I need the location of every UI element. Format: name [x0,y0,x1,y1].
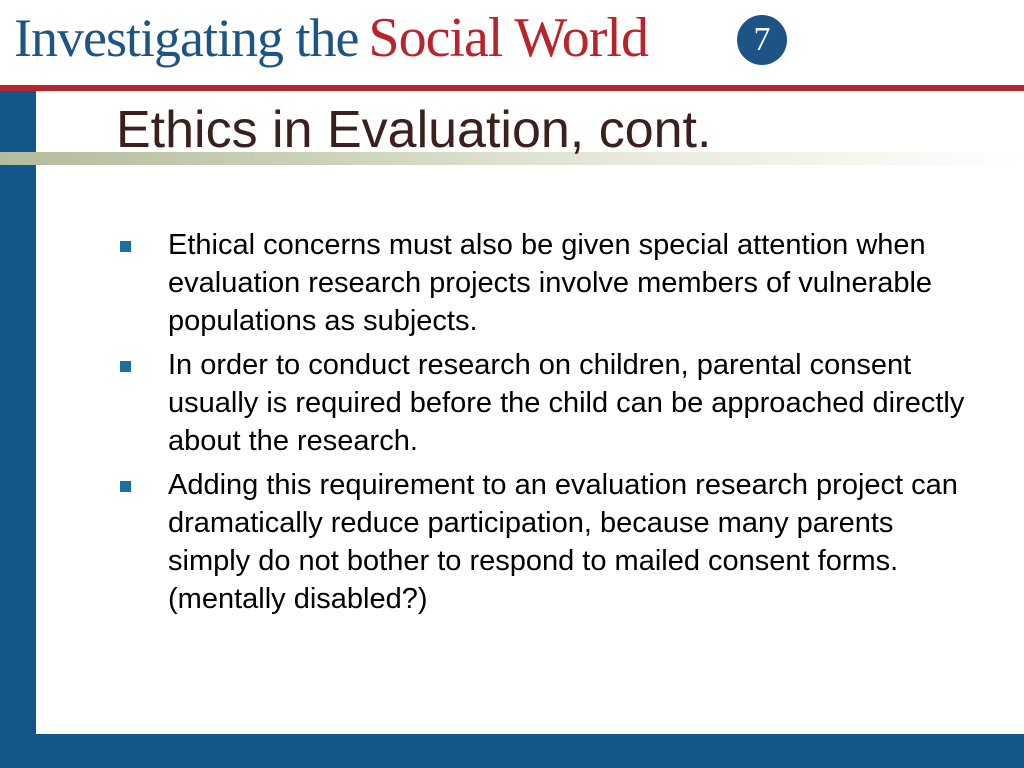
bullet-item [116,226,966,340]
bullet-text: Ethical concerns must also be given special attention when evaluation research projects involve members of vulnerable populations as subjects. [168,229,933,337]
bullet-text: In order to conduct research on children, parental consent usually is required before the child can be approached directly about the research. [168,349,965,457]
square-bullet-icon [120,481,131,492]
header-divider [0,85,1024,91]
slide-title: Ethics in Evaluation, cont. [116,101,712,159]
brand-text-primary: Investigating the [14,8,359,68]
bullet-item [116,346,966,460]
bullet-list [116,226,966,624]
square-bullet-icon [120,241,131,252]
bullet-text: Adding this requirement to an evaluation research project can dramatically reduce participation, because many parents simply do not bother to respond to mailed consent forms. (mentally disabled?) [168,469,958,615]
left-side-bar [0,91,36,736]
bottom-bar [0,734,1024,768]
bullet-item [116,466,966,618]
header-banner [0,0,1024,86]
square-bullet-icon [120,361,131,372]
brand-logo [14,6,648,82]
brand-text-secondary: Social World [368,7,648,69]
edition-badge: 7 [737,15,787,65]
